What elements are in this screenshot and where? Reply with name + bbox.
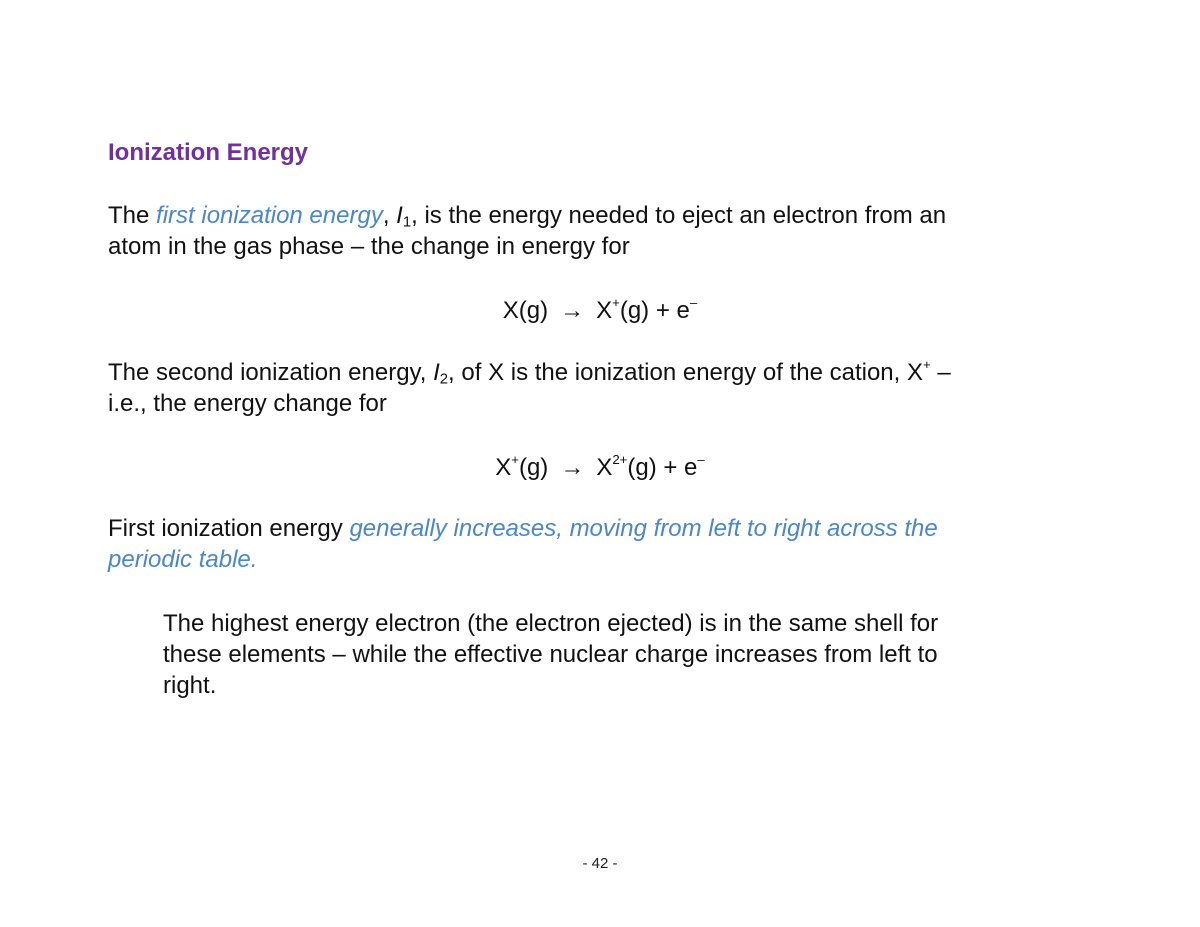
eq2-left-rest: (g)	[518, 454, 549, 481]
para1-line2: atom in the gas phase – the change in energy for	[108, 233, 630, 260]
eq1-right-base: X	[596, 297, 613, 324]
eq1-right-rest: (g) + e	[619, 297, 690, 324]
eq2-right-base: X	[596, 454, 613, 481]
para2-line2: i.e., the energy change for	[108, 390, 387, 417]
para2-line1	[108, 357, 951, 388]
equation-1	[0, 295, 1200, 326]
eq2-left-base: X	[495, 454, 512, 481]
eq2-right-sup: 2+	[612, 451, 628, 467]
para1-line1	[108, 200, 946, 231]
page-number: - 42 -	[582, 855, 618, 872]
para1-rest: , is the energy needed to eject an electron from an	[411, 202, 947, 229]
para2-lead: The second ionization energy,	[108, 359, 434, 386]
eq2-left-sup: +	[511, 451, 519, 467]
para1-lead: The	[108, 202, 157, 229]
para2-subscript: 2	[439, 371, 449, 388]
para2-mid: , of X is the ionization energy of the cation, X	[448, 359, 923, 386]
para3-line1	[108, 513, 938, 544]
para2-symbol: I	[433, 359, 440, 386]
para1-symbol: I	[396, 202, 403, 229]
para3-lead: First ionization energy	[108, 515, 350, 542]
eq1-right-sup: +	[612, 294, 620, 310]
eq1-arrow: →	[560, 297, 585, 324]
para4-line3: right.	[163, 672, 217, 699]
eq1-left: X(g)	[502, 297, 549, 324]
eq2-arrow: →	[560, 454, 585, 481]
section-heading: Ionization Energy	[108, 139, 309, 166]
para4-line1: The highest energy electron (the electron ejected) is in the same shell for	[163, 610, 939, 637]
para1-subscript: 1	[402, 214, 412, 231]
para2-sup: +	[923, 356, 931, 372]
para1-comma: ,	[382, 202, 397, 229]
para4-line2: these elements – while the effective nuclear charge increases from left to	[163, 641, 938, 668]
para1-term: first ionization energy	[156, 202, 383, 229]
eq2-right-rest: (g) + e	[627, 454, 698, 481]
para3-emphasis-1: generally increases, moving from left to right across the	[349, 515, 938, 542]
para2-tail: –	[930, 359, 951, 386]
equation-2	[0, 452, 1200, 483]
para3-emphasis-2: periodic table.	[108, 546, 258, 573]
eq2-electron-sup: –	[697, 451, 705, 467]
eq1-electron-sup: –	[689, 294, 698, 310]
